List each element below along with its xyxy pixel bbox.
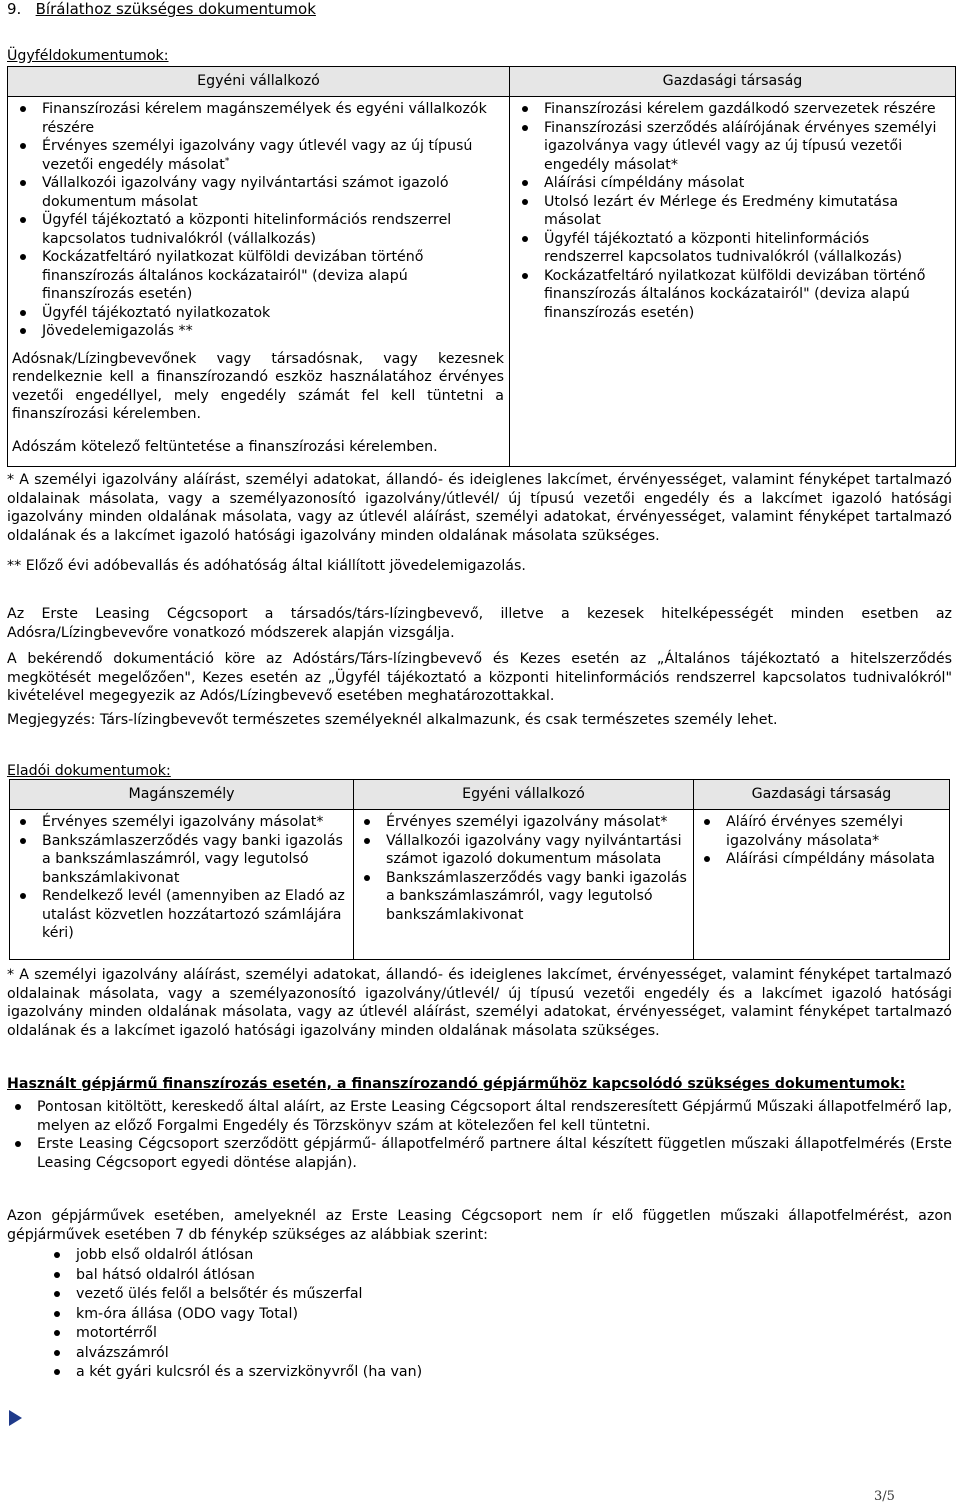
seller-col3-header: Gazdasági társaság bbox=[694, 780, 950, 810]
seller-col1-item: Érvényes személyi igazolvány másolat* bbox=[12, 813, 349, 832]
client-col2-item: Ügyfél tájékoztató a központi hitelinformációs rendszerrel kapcsolatos tudnivalókról (vállalkozás) bbox=[514, 230, 949, 267]
paragraph-note: Megjegyzés: Társ-lízingbevevőt természetes személyeknél alkalmazunk, és csak természetes személy lehet. bbox=[7, 712, 778, 728]
paragraph-documentation-scope: A bekérendő dokumentáció köre az Adóstárs/Társ-lízingbevevő és Kezes esetén az „Általános tájékoztató a hitelszerződés megkötését megelőzően", Kezes esetén az „Ügyfél tájékoztató a központi hitelinformációs rendszerrel kapcsolatos tudnivalókról" kivételével megegyezik az Adós/Lízingbevevő esetében meghatározottakkal. bbox=[7, 651, 952, 704]
photo-item: a két gyári kulcsról és a szervizkönyvről (ha van) bbox=[46, 1363, 646, 1383]
photo-item: motortérről bbox=[46, 1324, 646, 1344]
section-title: Bírálathoz szükséges dokumentumok bbox=[35, 0, 316, 18]
client-col2-header: Gazdasági társaság bbox=[510, 67, 956, 97]
seller-col1-item: Rendelkező levél (amennyiben az Eladó az utalást közvetlen hozzátartozó számlájára kéri) bbox=[12, 887, 349, 943]
photo-item: bal hátsó oldalról átlósan bbox=[46, 1266, 646, 1286]
seller-col3-list bbox=[696, 813, 945, 869]
client-col2-item: Finanszírozási kérelem gazdálkodó szervezetek részére bbox=[514, 100, 949, 119]
seller-col1-cell bbox=[10, 810, 354, 960]
seller-col3-cell bbox=[694, 810, 950, 960]
page-number: 3/5 bbox=[874, 1489, 895, 1504]
seller-col2-header: Egyéni vállalkozó bbox=[354, 780, 694, 810]
photo-item: vezető ülés felől a belsőtér és műszerfal bbox=[46, 1285, 646, 1305]
client-col2-item: Aláírási címpéldány másolat bbox=[514, 174, 949, 193]
client-col1-header: Egyéni vállalkozó bbox=[8, 67, 510, 97]
vehicle-doc-item: Erste Leasing Cégcsoport szerződött gépjármű- állapotfelmérő partnere által készített független műszaki állapotfelmérés (Erste Leasing Cégcsoport egyedi döntése alapján). bbox=[7, 1135, 952, 1172]
seller-docs-label: Eladói dokumentumok: bbox=[7, 763, 171, 779]
paragraph-creditworthiness: Az Erste Leasing Cégcsoport a társadós/társ-lízingbevevő, illetve a kezesek hitelképességét minden esetben az Adósra/Lízingbevevőre vonatkozó módszerek alapján vizsgálja. bbox=[7, 606, 952, 641]
seller-col2-item: Bankszámlaszerződés vagy banki igazolás a bankszámlaszámról, vagy legutolsó bankszámlakivonat bbox=[356, 869, 689, 925]
client-col1-note1: Adósnak/Lízingbevevőnek vagy társadósnak, vagy kezesnek rendelkeznie kell a finanszírozandó eszköz használatához érvényes vezetői engedéllyel, mely engedély számát fel kell tüntetni a finanszírozási kérelemben. bbox=[12, 350, 504, 422]
client-col2-item: Finanszírozási szerződés aláírójának érvényes személyi igazolványa vagy útlevél vagy az új típusú vezetői engedély másolat* bbox=[514, 119, 949, 175]
client-col1-item: Jövedelemigazolás ** bbox=[12, 322, 504, 341]
client-docs-table bbox=[7, 66, 956, 467]
seller-col3-item: Aláíró érvényes személyi igazolvány másolata* bbox=[696, 813, 945, 850]
client-col1-note2: Adószám kötelező feltüntetése a finanszírozási kérelemben. bbox=[12, 438, 438, 455]
client-col2-item: Kockázatfeltáró nyilatkozat külföldi devizában történő finanszírozás általános kockázatairól" (deviza alapú finanszírozás esetén) bbox=[514, 267, 949, 323]
footnote-star: * A személyi igazolvány aláírást, személyi adatokat, állandó- és ideiglenes lakcímet, érvényességet, valamint fényképet tartalmazó oldalainak másolata, vagy a személyazonosító igazolvány/útlevél/ új típusú vezetői engedély és a lakcímet igazoló hatósági igazolvány minden oldalának másolata, vagy az útlevél aláírást, személyi adatokat, érvényességet, valamint fényképet tartalmazó oldalának és a lakcímet igazoló hatósági igazolvány minden oldalának másolata szükséges. bbox=[7, 472, 952, 544]
seller-col2-item: Érvényes személyi igazolvány másolat* bbox=[356, 813, 689, 832]
seller-col3-item: Aláírási címpéldány másolata bbox=[696, 850, 945, 869]
seller-col1-header: Magánszemély bbox=[10, 780, 354, 810]
footnote-star-2: * A személyi igazolvány aláírást, személyi adatokat, állandó- és ideiglenes lakcímet, érvényességet, valamint fényképet tartalmazó oldalainak másolata, vagy a személyazonosító igazolvány/útlevél/ új típusú vezetői engedély és a lakcímet igazoló hatósági igazolvány minden oldalának másolata, vagy az útlevél aláírást, személyi adatokat, érvényességet, valamint fényképet tartalmazó oldalának és a lakcímet igazoló hatósági igazolvány minden oldalának másolata szükséges. bbox=[7, 967, 952, 1039]
client-col1-item: Vállalkozói igazolvány vagy nyilvántartási számot igazoló dokumentum másolat bbox=[12, 174, 504, 211]
client-col1-item: Kockázatfeltáró nyilatkozat külföldi devizában történő finanszírozás általános kockázatairól" (deviza alapú finanszírozás esetén) bbox=[12, 248, 504, 304]
client-col2-cell bbox=[510, 97, 956, 467]
seller-docs-table bbox=[9, 779, 950, 960]
vehicle-photo-list bbox=[46, 1246, 646, 1383]
photo-item: km-óra állása (ODO vagy Total) bbox=[46, 1305, 646, 1325]
client-col2-list bbox=[514, 100, 949, 322]
client-col1-item: Ügyfél tájékoztató a központi hitelinformációs rendszerrel kapcsolatos tudnivalókról (vállalkozás) bbox=[12, 211, 504, 248]
photo-item: jobb első oldalról átlósan bbox=[46, 1246, 646, 1266]
vehicle-docs-list bbox=[7, 1098, 952, 1172]
vehicle-photo-paragraph: Azon gépjárművek esetében, amelyeknél az Erste Leasing Cégcsoport nem ír elő független műszaki állapotfelmérést, azon gépjárművek esetében 7 db fénykép szükséges az alábbiak szerint: bbox=[7, 1208, 952, 1243]
client-col1-item: Érvényes személyi igazolvány vagy útlevél vagy az új típusú vezetői engedély másolat* bbox=[12, 137, 504, 174]
client-col1-cell bbox=[8, 97, 510, 467]
nav-arrow-icon[interactable] bbox=[9, 1410, 22, 1426]
section-number: 9. bbox=[7, 0, 22, 18]
client-docs-label: Ügyféldokumentumok: bbox=[7, 48, 169, 64]
vehicle-docs-heading: Használt gépjármű finanszírozás esetén, a finanszírozandó gépjárműhöz kapcsolódó szükséges dokumentumok: bbox=[7, 1076, 906, 1092]
footnote-marker: * bbox=[224, 155, 230, 166]
seller-col2-item: Vállalkozói igazolvány vagy nyilvántartási számot igazoló dokumentum másolata bbox=[356, 832, 689, 869]
section-heading bbox=[7, 0, 316, 19]
seller-col1-item: Bankszámlaszerződés vagy banki igazolás a bankszámlaszámról, vagy legutolsó bankszámlakivonat bbox=[12, 832, 349, 888]
client-col1-list bbox=[12, 100, 504, 341]
seller-col2-list bbox=[356, 813, 689, 924]
client-col1-item: Ügyfél tájékoztató nyilatkozatok bbox=[12, 304, 504, 323]
seller-col1-list bbox=[12, 813, 349, 943]
client-col1-item: Finanszírozási kérelem magánszemélyek és egyéni vállalkozók részére bbox=[12, 100, 504, 137]
footnote-double-star: ** Előző évi adóbevallás és adóhatóság által kiállított jövedelemigazolás. bbox=[7, 558, 526, 574]
seller-col2-cell bbox=[354, 810, 694, 960]
client-col2-item: Utolsó lezárt év Mérlege és Eredmény kimutatása másolat bbox=[514, 193, 949, 230]
vehicle-doc-item: Pontosan kitöltött, kereskedő által aláírt, az Erste Leasing Cégcsoport által rendszeresített Gépjármű Műszaki állapotfelmérő lap, melyen az előző Forgalmi Engedély és Törzskönyv szám at kötelezően fel kell tüntetni. bbox=[7, 1098, 952, 1135]
photo-item: alvázszámról bbox=[46, 1344, 646, 1364]
